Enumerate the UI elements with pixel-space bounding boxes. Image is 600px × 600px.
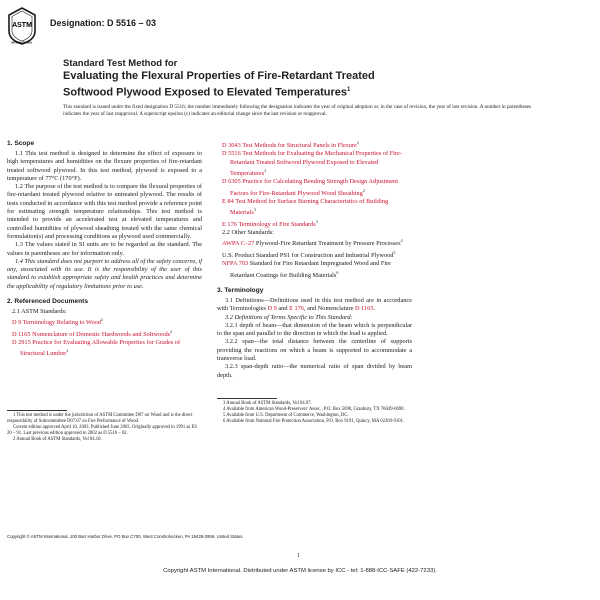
issue-note: This standard is issued under the fixed designation D 5516; the number immediately following the designation indicates the year of original adoption or, in the case of revision, the year of last revision. A number in parentheses indicates the year of last reapproval. A superscript epsilon (ε) indicates an editorial change since the last revision or reapproval. xyxy=(63,104,532,117)
reference-d3043[interactable]: D 3043 Test Methods for Structural Panels in Flexure$^2$ xyxy=(222,140,359,150)
reference-d5516[interactable]: D 5516 Test Methods for Evaluating the Mechanical Properties of Fire-Retardant Treated Softwood Plywood Exposed to Elevated Temperatures$^2$ xyxy=(222,150,402,178)
paragraph-1-3: 1.3 The values stated in SI units are to be regarded as the standard. The values in parentheses are for information only. xyxy=(7,241,202,257)
reference-ps1: U.S. Product Standard PS1 for Construction and Industrial Plywood$^5$ xyxy=(222,249,396,259)
reference-e176[interactable]: E 176 Terminology of Fire Standards$^3$ xyxy=(222,218,318,228)
paragraph-3-2-2: 3.2.2 span—the total distance between the centerline of supports providing the reactions on which a beam is supported to accommodate a transverse load. xyxy=(217,338,412,362)
footnotes-left xyxy=(7,413,202,443)
footnotes-right xyxy=(217,401,407,425)
link-d1165[interactable]: D 1165 xyxy=(355,305,374,313)
reference-d1165[interactable]: D 1165 Nomenclature of Domestic Hardwoods and Softwoods$^2$ xyxy=(12,328,173,338)
title-line-0: Standard Test Method for xyxy=(63,58,178,69)
paragraph-1-4: 1.4 This standard does not purport to address all of the safety concerns, if any, associated with its use. It is the responsibility of the user of this standard to establish appropriate safety and health practices and determine the applicability of regulatory limitations prior to use. xyxy=(7,257,202,290)
reference-d2915[interactable]: D 2915 Practice for Evaluating Allowable Properties for Grades of Structural Lumber$^2$ xyxy=(12,339,181,358)
designation: Designation: D 5516 – 03 xyxy=(50,18,157,28)
scope-heading: 1. Scope xyxy=(7,140,35,147)
referenced-documents-heading: 2. Referenced Documents xyxy=(7,298,88,306)
distribution-notice: Copyright ASTM International. Distributed under ASTM license by ICC - tel: 1-888-ICC-SAFE (422-7233). xyxy=(163,568,437,574)
paragraph-3-2-3: 3.2.3 span-depth ratio—the numerical ratio of span divided by beam depth. xyxy=(217,363,412,379)
left-column xyxy=(7,139,202,359)
copyright-notice: Copyright © ASTM International, 100 Barr Harbor Drive, PO Box C700, West Conshohocken, PA 19428-2959, United States. xyxy=(7,534,244,539)
paragraph-3-2: 3.2 Definitions of Terms Specific to This Standard: xyxy=(225,313,353,321)
svg-text:ASTM: ASTM xyxy=(12,22,32,29)
footnote-5: 5 Available from U.S. Department of Commerce, Washington, DC. xyxy=(223,413,349,418)
astm-logo-icon xyxy=(7,7,37,45)
paragraph-1-2: 1.2 The purpose of the test method is to compare the flexural properties of fire-retardant treated plywood relative to untreated plywood. The results of tests conducted in accordance with this test method provide a reference point for estimating strength temperature relationships. This test method is intended to provide an accelerated test at elevated temperatures and controlled humidities of plywood sheathing treated with the same chemical formulation(s) and processing conditions as plywood used commercially. xyxy=(7,183,202,240)
reference-nfpa-703[interactable]: NFPA 703 Standard for Fire Retardant Impregnated Wood and Fire Retardant Coatings for Building Materials$^6$ xyxy=(222,260,391,279)
title-line-1: Evaluating the Flexural Properties of Fire-Retardant Treated xyxy=(63,70,375,82)
terminology-heading: 3. Terminology xyxy=(217,286,264,294)
reference-d9[interactable]: D 9 Terminology Relating to Wood$^2$ xyxy=(12,317,103,327)
footnote-4: 4 Available from American Wood-Preservers' Assoc., P.O. Box 5690, Granbury, TX 76049-0690. xyxy=(223,407,405,412)
right-column xyxy=(217,139,412,380)
footnote-1: 1 This test method is under the jurisdiction of ASTM Committee D07 on Wood and is the direct responsibility of Subcommittee D07.07 on Fire Performance of Wood. xyxy=(7,413,193,424)
paragraph-3-1: 3.1 Definitions—Definitions used in this test method are in accordance with Terminologies D 9 and E 176, and Nomenclature D 1165. xyxy=(217,296,412,313)
other-standards-subheading: 2.2 Other Standards: xyxy=(222,229,274,237)
reference-e84[interactable]: E 84 Test Method for Surface Burning Characteristics of Building Materials$^3$ xyxy=(222,198,389,217)
paragraph-3-2-1: 3.2.1 depth of beam—that dimension of the beam which is perpendicular to the span and parallel to the direction in which the load is applied. xyxy=(217,321,412,338)
footnote-rule-right xyxy=(217,398,277,399)
reference-awpa-c27[interactable]: AWPA C–27 Plywood-Fire Retardant Treatment by Pressure Processes$^4$ xyxy=(222,238,403,248)
footnote-2: 2 Annual Book of ASTM Standards, Vol 04.10. xyxy=(13,437,102,442)
footnote-1-edition: Current edition approved April 10, 2003. Published June 2003. Originally approved in 1991 as ES 20 – 91. Last previous edition approved in 2002 as D 5516 – 02. xyxy=(7,425,197,436)
paragraph-1-1: 1.1 This test method is designed to determine the effect of exposure to high temperatures and humidities on the flexure properties of fire-retardant treated softwood plywood. In this test method, plywood is exposed to a temperature of 77°C (170°F). xyxy=(7,150,202,182)
svg-text:INTERNATIONAL: INTERNATIONAL xyxy=(11,41,33,45)
footnote-3: 3 Annual Book of ASTM Standards, Vol 04.07. xyxy=(223,401,312,406)
document-title xyxy=(63,58,543,100)
reference-d6305[interactable]: D 6305 Practice for Calculating Bending Strength Design Adjustment Factors for Fire-Retardant Plywood Wood Sheathing$^2$ xyxy=(222,178,398,197)
link-d9[interactable]: D 9 xyxy=(267,305,277,313)
title-line-2: Softwood Plywood Exposed to Elevated Temperatures$^1$ xyxy=(63,86,351,99)
link-e176[interactable]: E 176 xyxy=(289,305,304,313)
footnote-rule-left xyxy=(7,410,67,411)
footnote-6: 6 Available from National Fire Protection Association, P.O. Box 9191, Quincy, MA 02269-9101. xyxy=(223,419,405,424)
astm-standards-subheading: 2.1 ASTM Standards: xyxy=(12,308,67,316)
page-number: 1 xyxy=(297,553,300,559)
